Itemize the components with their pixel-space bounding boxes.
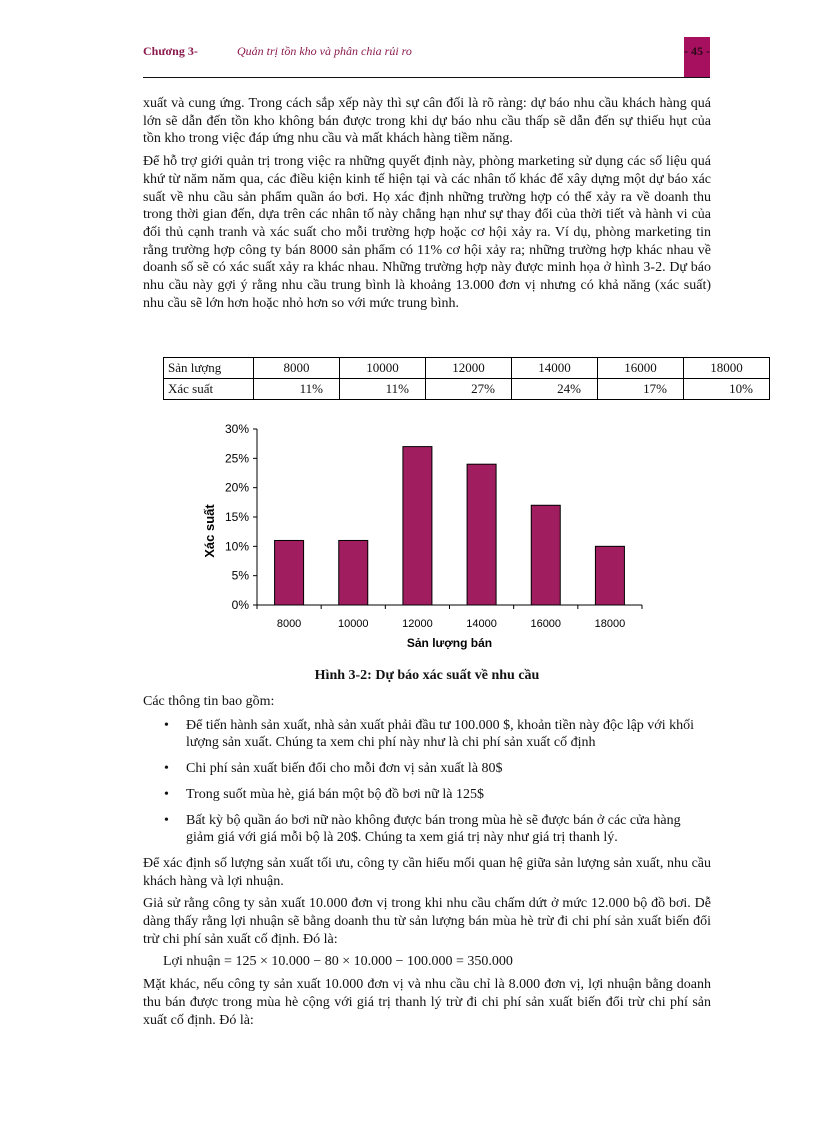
paragraph-1: xuất và cung ứng. Trong cách sắp xếp này thì sự cân đối là rõ ràng: dự báo nhu cầu khách hàng quá lớn sẽ dẫn đến tồn kho không bán được trong khi dự báo nhu cầu thấp sẽ dẫn đến sự thiếu hụt của tồn kho trong việc đáp ứng nhu cầu và mất khách hàng tiềm năng.	[143, 96, 711, 147]
x-tick-label: 18000	[594, 618, 626, 630]
table-cell: 12000	[426, 358, 512, 379]
chapter-label: Chương 3-	[143, 44, 198, 58]
profit-formula: Lợi nhuận = 125 × 10.000 − 80 × 10.000 − 100.000 = 350.000	[163, 954, 513, 970]
x-tick-label: 14000	[466, 618, 497, 630]
list-item: • Trong suốt mùa hè, giá bán một bộ đồ bơi nữ là 125$	[143, 786, 711, 804]
table-cell: 14000	[512, 358, 598, 379]
bar	[595, 546, 624, 605]
bar	[275, 540, 304, 605]
y-tick-label: 5%	[231, 568, 249, 583]
intro-text: Các thông tin bao gồm:	[143, 694, 275, 709]
x-tick-label: 8000	[276, 618, 302, 630]
header-rule	[143, 77, 710, 78]
figure-caption: Hình 3-2: Dự báo xác suất về nhu cầu	[314, 668, 540, 683]
table-cell: 11%	[254, 379, 340, 400]
list-item: • Để tiến hành sản xuất, nhà sản xuất phải đầu tư 100.000 $, khoản tiền này độc lập với khối lượng sản xuất. Chúng ta xem chi phí này như là chi phí sản xuất cố định	[143, 717, 711, 752]
bar	[467, 464, 496, 605]
y-tick-label: 25%	[224, 451, 249, 466]
page-number-box	[684, 37, 710, 77]
x-tick-label: 16000	[530, 618, 562, 630]
y-axis-label: Xác suất	[202, 504, 217, 558]
x-tick-label: 12000	[402, 618, 433, 630]
table-cell: 16000	[598, 358, 684, 379]
table-cell: 18000	[684, 358, 770, 379]
y-tick-label: 10%	[224, 539, 249, 554]
y-tick-label: 0%	[231, 598, 249, 612]
table-row-label: Sản lượng	[164, 358, 254, 379]
bar	[531, 505, 560, 605]
demand-chart	[198, 418, 648, 650]
table-cell: 27%	[426, 379, 512, 400]
table-row-quantity	[164, 358, 770, 379]
page-header	[0, 0, 816, 80]
paragraph-2: Để hỗ trợ giới quản trị trong việc ra những quyết định này, phòng marketing sử dụng các số liệu quá khứ từ năm năm qua, các điều kiện kinh tế hiện tại và các nhân tố khác để xây dựng một dự báo xác suất về nhu cầu sản phẩm quần áo bơi. Họ xác định những trường hợp có thể xảy ra về doanh thu trong thời gian đến, dựa trên các nhân tố này chẳng hạn như sự thay đổi của thời tiết và hành vi của đối thủ cạnh tranh và xác suất cho mỗi trường hợp hoặc cơ hội xảy ra. Ví dụ, phòng marketing tin rằng trường hợp công ty bán 8000 sản phẩm có 11% cơ hội xảy ra; những trường hợp khác nhau về doanh số sẽ có xác suất xảy ra khác nhau. Những trường hợp này được minh họa ở hình 3-2. Dự báo nhu cầu này gợi ý rằng nhu cầu trung bình là khoảng 13.000 đơn vị nhưng có khả năng (xác suất) nhu cầu sẽ lớn hơn hoặc nhỏ hơn so với mức trung bình.	[143, 154, 711, 311]
list-item: • Bất kỳ bộ quần áo bơi nữ nào không được bán trong mùa hè sẽ được bán ở các cửa hàng giảm giá với giá mỗi bộ là 20$. Chúng ta xem giá trị này như giá trị thanh lý.	[143, 812, 711, 847]
body-text-bottom	[143, 693, 711, 1034]
bar	[339, 540, 368, 605]
page-number: - 45 -	[684, 44, 710, 58]
x-tick-label: 10000	[337, 618, 369, 630]
table-cell: 24%	[512, 379, 598, 400]
table-cell: 10000	[340, 358, 426, 379]
paragraph-4: Giả sử rằng công ty sản xuất 10.000 đơn vị trong khi nhu cầu chấm dứt ở mức 12.000 bộ đồ bơi. Dễ dàng thấy rằng lợi nhuận sẽ bằng doanh thu từ sản lượng bán mùa hè trừ đi chi phí sản xuất biến đổi trừ chi phí sản xuất cố định. Đó là:	[143, 896, 711, 947]
table-row-probability	[164, 379, 770, 400]
chapter-title: Quản trị tồn kho và phân chia rủi ro	[237, 44, 412, 58]
bullet-list	[143, 717, 711, 847]
y-tick-label: 15%	[224, 510, 249, 524]
y-tick-label: 20%	[224, 480, 249, 495]
y-tick-label: 30%	[224, 422, 249, 436]
table-cell: 11%	[340, 379, 426, 400]
list-item: • Chi phí sản xuất biến đổi cho mỗi đơn vị sản xuất là 80$	[143, 760, 711, 778]
body-text-top	[143, 95, 711, 317]
table-row-label: Xác suất	[164, 379, 254, 400]
table-cell: 17%	[598, 379, 684, 400]
paragraph-5: Mặt khác, nếu công ty sản xuất 10.000 đơn vị và nhu cầu chỉ là 8.000 đơn vị, lợi nhuận bằng doanh thu bán được trong mùa hè cộng với giá trị thanh lý trừ đi chi phí sản xuất biến đổi trừ chi phí sản xuất cố định. Đó là:	[143, 977, 711, 1028]
demand-table	[163, 357, 770, 400]
bar	[403, 447, 432, 605]
table-cell: 10%	[684, 379, 770, 400]
x-axis-label: Sản lượng bán	[406, 636, 493, 650]
paragraph-3: Để xác định số lượng sản xuất tối ưu, công ty cần hiểu mối quan hệ giữa sản lượng sản xuất, nhu cầu khách hàng và lợi nhuận.	[143, 855, 711, 889]
bar-chart-svg	[198, 418, 648, 650]
table-cell: 8000	[254, 358, 340, 379]
